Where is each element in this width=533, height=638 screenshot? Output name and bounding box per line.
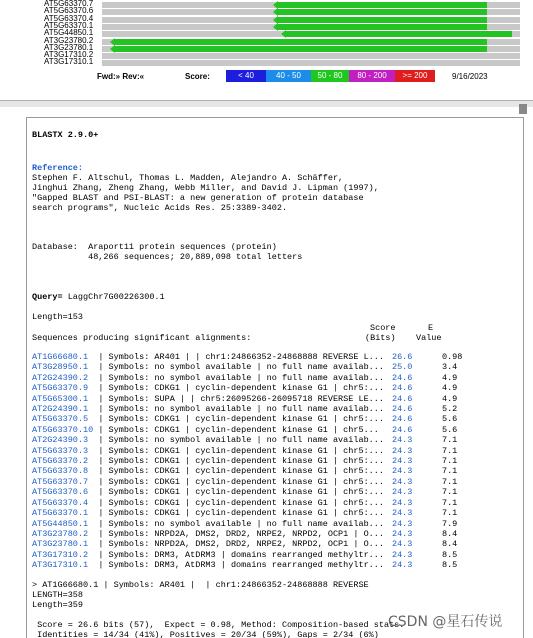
- score-column-header: Score: [370, 323, 396, 333]
- alignment-length: LENGTH=358: [32, 590, 84, 600]
- query-track: [102, 46, 520, 52]
- hit-bar[interactable]: [115, 46, 487, 52]
- query-track: [102, 60, 520, 66]
- hit-accession-link[interactable]: AT3G28950.1: [32, 362, 89, 373]
- hit-label[interactable]: AT5G63370.6: [44, 6, 94, 16]
- alignment-graphic: [0, 0, 533, 100]
- hit-accession-link[interactable]: AT1G66680.1: [32, 352, 89, 362]
- score-range-key: 80 - 200: [349, 70, 395, 82]
- query-id: LaggChr7G00226300.1: [62, 292, 165, 302]
- hit-description: | Symbols: NRPD2A, DMS2, DRD2, NRPE2, NRPD2, OCP1 | O...: [93, 539, 384, 550]
- hit-description: | Symbols: no symbol available | no full name availab...: [93, 404, 384, 415]
- hit-accession-link[interactable]: AT3G23780.2: [32, 528, 89, 539]
- hit-table-row: [32, 352, 482, 362]
- hit-score-link[interactable]: 24.3: [391, 539, 413, 550]
- hit-table-row: [32, 519, 482, 529]
- hit-table-row: [32, 425, 482, 435]
- hit-accession-link[interactable]: AT5G63370.3: [32, 445, 89, 456]
- hit-table-row: [32, 435, 482, 445]
- hit-table-row: [32, 362, 482, 372]
- hit-score-link[interactable]: 24.3: [391, 549, 413, 560]
- alignment-length: Length=359: [32, 600, 84, 610]
- hit-evalue: 7.1: [441, 487, 458, 498]
- score-range-key: < 40: [226, 70, 266, 82]
- evalue-column-header: E: [428, 323, 434, 333]
- query-track: [102, 9, 520, 15]
- hit-score-link[interactable]: 24.6: [391, 424, 413, 435]
- hit-score-link[interactable]: 24.6: [391, 383, 413, 394]
- hit-description: | Symbols: no symbol available | no full name availab...: [93, 372, 384, 383]
- hit-evalue: 7.1: [441, 435, 458, 446]
- hit-score-link[interactable]: 24.3: [391, 560, 413, 571]
- hit-description: | Symbols: no symbol available | no full name availab...: [93, 435, 384, 446]
- query-line: [32, 292, 165, 302]
- hit-evalue: 4.9: [441, 383, 458, 394]
- hits-table: [32, 352, 482, 571]
- hit-evalue: 7.1: [441, 476, 458, 487]
- hit-accession-link[interactable]: AT3G23780.1: [32, 539, 89, 550]
- strand-legend: Fwd:» Rev:«: [97, 72, 145, 81]
- blast-version: BLASTX 2.9.0+: [32, 130, 99, 140]
- hit-score-link[interactable]: 24.3: [391, 518, 413, 529]
- query-length: Length=153: [32, 312, 84, 322]
- hit-evalue: 5.2: [441, 404, 458, 415]
- frame-divider[interactable]: [0, 100, 533, 107]
- hit-evalue: 5.6: [441, 424, 458, 435]
- hit-accession-link[interactable]: AT5G63370.6: [32, 487, 89, 498]
- query-track: [102, 2, 520, 8]
- hit-evalue: 8.4: [441, 539, 458, 550]
- evalue-column-subheader: Value: [416, 333, 442, 343]
- score-range-key: 50 - 80: [311, 70, 349, 82]
- hit-table-row: [32, 529, 482, 539]
- watermark: CSDN @星石传说: [388, 614, 503, 630]
- hit-table-row: [32, 466, 482, 476]
- score-legend-row: [0, 70, 533, 84]
- hit-evalue: 7.1: [441, 456, 458, 467]
- hit-label[interactable]: AT3G17310.1: [44, 57, 94, 67]
- hit-description: | Symbols: CDKG1 | cyclin-dependent kinase G1 | chr5:...: [93, 414, 384, 425]
- hit-bar[interactable]: [115, 39, 487, 45]
- query-track: [102, 31, 520, 37]
- scrollbar-thumb[interactable]: [519, 104, 527, 114]
- query-track: [102, 17, 520, 23]
- hit-description: | Symbols: CDKG1 | cyclin-dependent kinase G1 | chr5:...: [93, 445, 384, 456]
- hit-evalue: 3.4: [441, 362, 458, 373]
- hit-evalue: 7.1: [441, 466, 458, 477]
- hit-accession-link[interactable]: AT5G63370.4: [32, 497, 89, 508]
- hit-table-row: [32, 550, 482, 560]
- hit-score-link[interactable]: 24.3: [391, 445, 413, 456]
- hit-table-row: [32, 508, 482, 518]
- hit-accession-link[interactable]: AT5G63370.8: [32, 466, 89, 477]
- hit-description: | Symbols: CDKG1 | cyclin-dependent kinase G1 | chr5:...: [93, 456, 384, 467]
- hit-table-row: [32, 414, 482, 424]
- hit-accession-link[interactable]: AT5G63370.2: [32, 456, 89, 467]
- hit-table-row: [32, 477, 482, 487]
- hit-score-link[interactable]: 25.0: [391, 362, 413, 373]
- hit-evalue: 7.1: [441, 497, 458, 508]
- reference-line: Stephen F. Altschul, Thomas L. Madden, Alejandro A. Schäffer,: [32, 173, 344, 183]
- hit-description: | Symbols: CDKG1 | cyclin-dependent kinase G1 | chr5:...: [93, 508, 384, 519]
- database-line: Database: Araport11 protein sequences (protein): [32, 242, 277, 252]
- reference-line: "Gapped BLAST and PSI-BLAST: a new generation of protein database: [32, 193, 364, 203]
- hit-bar[interactable]: [278, 9, 487, 15]
- hit-score-link[interactable]: 24.6: [391, 393, 413, 404]
- hit-bar[interactable]: [278, 17, 487, 23]
- hit-accession-link[interactable]: AT3G17310.1: [32, 560, 89, 571]
- hit-description: | Symbols: CDKG1 | cyclin-dependent kinase G1 | chr5:...: [93, 497, 384, 508]
- reference-line: search programs", Nucleic Acids Res. 25:3389-3402.: [32, 203, 288, 213]
- hit-table-row: [32, 487, 482, 497]
- hit-description: | Symbols: no symbol available | no full name availab...: [93, 518, 384, 529]
- hit-description: | Symbols: DRM3, AtDRM3 | domains rearranged methyltr...: [93, 560, 384, 571]
- alignment-identities: Identities = 14/34 (41%), Positives = 20/34 (59%), Gaps = 2/34 (6%): [32, 630, 379, 638]
- hit-table-row: [32, 373, 482, 383]
- hit-table-row: [32, 446, 482, 456]
- hit-description: | Symbols: AR401 | | chr1:24866352-24868888 REVERSE L...: [93, 352, 384, 362]
- reference-title[interactable]: Reference:: [32, 163, 84, 173]
- hit-score-link[interactable]: 24.3: [391, 466, 413, 477]
- hit-bar[interactable]: [278, 24, 487, 30]
- query-track: [102, 24, 520, 30]
- hit-accession-link[interactable]: AT2G24390.3: [32, 435, 89, 446]
- hit-score-link[interactable]: 24.3: [391, 497, 413, 508]
- hit-evalue: 4.9: [441, 372, 458, 383]
- hit-score-link[interactable]: 24.6: [391, 414, 413, 425]
- hit-label[interactable]: AT3G23780.1: [44, 42, 94, 52]
- hit-label[interactable]: AT3G23780.2: [44, 35, 94, 45]
- report-date: 9/16/2023: [452, 72, 488, 81]
- hit-evalue: 7.1: [441, 508, 458, 519]
- database-stats: 48,266 sequences; 20,889,098 total letters: [32, 252, 303, 262]
- hit-bar[interactable]: [278, 2, 487, 8]
- significant-alignments-header: Sequences producing significant alignments:: [32, 333, 252, 343]
- hit-label[interactable]: AT5G63370.7: [44, 0, 94, 8]
- hit-score-link[interactable]: 26.6: [391, 352, 413, 362]
- hit-accession-link[interactable]: AT5G63370.5: [32, 414, 89, 425]
- hit-evalue: 8.5: [441, 549, 458, 560]
- hit-table-row: [32, 560, 482, 570]
- hit-evalue: 8.5: [441, 560, 458, 571]
- hit-accession-link[interactable]: AT2G24390.2: [32, 372, 89, 383]
- hit-accession-link[interactable]: AT5G63370.10: [32, 424, 94, 435]
- hit-description: | Symbols: CDKG1 | cyclin-dependent kinase G1 | chr5...: [93, 424, 379, 435]
- hit-table-row: [32, 456, 482, 466]
- hit-label[interactable]: AT5G44850.1: [44, 28, 94, 38]
- hit-accession-link[interactable]: AT5G65300.1: [32, 393, 89, 404]
- hit-score-link[interactable]: 24.6: [391, 404, 413, 415]
- hit-table-row: [32, 383, 482, 393]
- hit-accession-link[interactable]: AT2G24390.1: [32, 404, 89, 415]
- hit-description: | Symbols: SUPA | | chr5:26095266-26095718 REVERSE LE...: [93, 393, 384, 404]
- hit-table-row: [32, 394, 482, 404]
- reference-line: Jinghui Zhang, Zheng Zhang, Webb Miller, and David J. Lipman (1997),: [32, 183, 379, 193]
- hit-row[interactable]: [0, 59, 520, 67]
- hit-accession-link[interactable]: AT5G63370.7: [32, 476, 89, 487]
- hit-label[interactable]: AT3G17310.2: [44, 50, 94, 60]
- hit-description: | Symbols: CDKG1 | cyclin-dependent kinase G1 | chr5:...: [93, 487, 384, 498]
- hit-label[interactable]: AT5G63370.1: [44, 20, 94, 30]
- hit-evalue: 5.6: [441, 414, 458, 425]
- hit-table-row: [32, 498, 482, 508]
- alignment-header: > AT1G66680.1 | Symbols: AR401 | | chr1:24866352-24868888 REVERSE: [32, 580, 369, 590]
- hit-description: | Symbols: no symbol available | no full name availab...: [93, 362, 384, 373]
- hit-score-link[interactable]: 24.3: [391, 456, 413, 467]
- hit-table-row: [32, 404, 482, 414]
- query-label: Query=: [32, 292, 63, 302]
- hit-score-link[interactable]: 24.3: [391, 528, 413, 539]
- hit-evalue: 4.9: [441, 393, 458, 404]
- hit-evalue: 0.98: [441, 352, 463, 362]
- score-legend-label: Score:: [185, 72, 210, 81]
- hit-description: | Symbols: CDKG1 | cyclin-dependent kinase G1 | chr5:...: [93, 383, 384, 394]
- hit-evalue: 8.4: [441, 528, 458, 539]
- query-track: [102, 39, 520, 45]
- query-track: [102, 53, 520, 59]
- hit-description: | Symbols: DRM3, AtDRM3 | domains rearranged methyltr...: [93, 549, 384, 560]
- hit-evalue: 7.1: [441, 445, 458, 456]
- score-column-subheader: (Bits): [365, 333, 396, 343]
- hit-description: | Symbols: CDKG1 | cyclin-dependent kinase G1 | chr5:...: [93, 466, 384, 477]
- hit-table-row: [32, 539, 482, 549]
- hit-accession-link[interactable]: AT5G44850.1: [32, 518, 89, 529]
- hit-score-link[interactable]: 24.3: [391, 487, 413, 498]
- hit-description: | Symbols: CDKG1 | cyclin-dependent kinase G1 | chr5:...: [93, 476, 384, 487]
- hit-accession-link[interactable]: AT5G63370.9: [32, 383, 89, 394]
- hit-score-link[interactable]: 24.6: [391, 372, 413, 383]
- score-range-key: 40 - 50: [266, 70, 311, 82]
- score-range-key: >= 200: [395, 70, 435, 82]
- hit-score-link[interactable]: 24.3: [391, 476, 413, 487]
- hit-accession-link[interactable]: AT3G17310.2: [32, 549, 89, 560]
- hit-evalue: 7.9: [441, 518, 458, 529]
- hit-score-link[interactable]: 24.3: [391, 508, 413, 519]
- hit-label[interactable]: AT5G63370.4: [44, 13, 94, 23]
- hit-description: | Symbols: NRPD2A, DMS2, DRD2, NRPE2, NRPD2, OCP1 | O...: [93, 528, 384, 539]
- blast-report-frame: [26, 117, 524, 638]
- alignment-score: Score = 26.6 bits (57), Expect = 0.98, Method: Composition-based stats.: [32, 620, 405, 630]
- hit-accession-link[interactable]: AT5G63370.1: [32, 508, 89, 519]
- hit-score-link[interactable]: 24.3: [391, 435, 413, 446]
- hit-bar[interactable]: [286, 31, 512, 37]
